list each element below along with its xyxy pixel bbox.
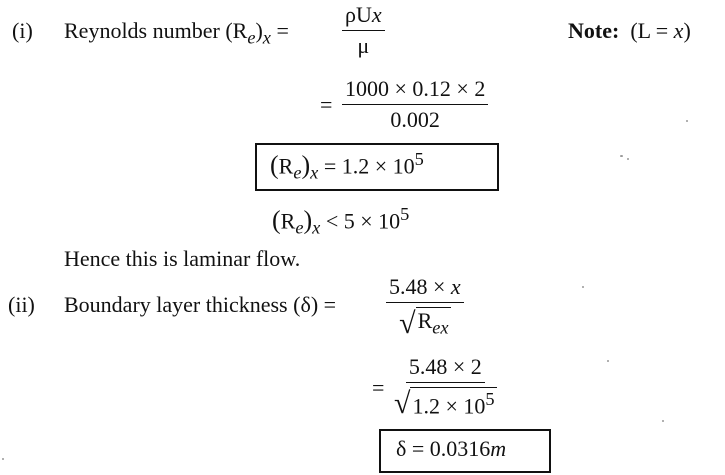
- boundary-layer-substitution-fraction: [394, 354, 497, 421]
- boundary-layer-label-text: Boundary layer thickness: [64, 292, 288, 317]
- reynolds-substitution-denominator: 0.002: [390, 107, 440, 132]
- boundary-layer-formula-fraction: [386, 274, 464, 340]
- reynolds-comparison-value: < 5 × 10: [325, 208, 401, 234]
- boundary-layer-formula-numerator: 5.48 × x: [386, 276, 464, 303]
- conclusion-text: Hence this is laminar flow.: [64, 246, 301, 271]
- scan-speck: [686, 120, 688, 122]
- equals-sign: =: [320, 92, 333, 117]
- scan-speck: [627, 158, 629, 160]
- boundary-layer-label: Boundary layer thickness (δ) =: [64, 292, 337, 317]
- scan-speck: [620, 155, 623, 157]
- equals-sign-ii: =: [372, 375, 385, 400]
- boundary-layer-substitution-numerator: 5.48 × 2: [406, 356, 485, 383]
- scan-speck: [662, 420, 664, 422]
- reynolds-substitution-fraction: [342, 78, 488, 131]
- boundary-layer-result: δ = 0.0316m: [396, 436, 507, 461]
- reynolds-substitution-numerator: 1000 × 0.12 × 2: [342, 78, 488, 105]
- scan-speck: [582, 286, 584, 288]
- part-i-marker: (i): [12, 18, 33, 43]
- scan-speck: [607, 360, 609, 362]
- part-ii-marker: (ii): [8, 292, 35, 317]
- note-text: (L = x): [630, 18, 691, 43]
- boundary-layer-formula-denominator: √ $R_{ex}$: [399, 307, 449, 340]
- scan-speck: [2, 458, 4, 460]
- reynolds-formula-fraction: [342, 4, 385, 57]
- reynolds-label: Reynolds number $(R_e)_x$ =: [64, 18, 289, 48]
- reynolds-comparison: $(R_e)_x < 5 \times 10^5$: [272, 204, 410, 238]
- reynolds-result-value: = 1.2 × 10: [323, 153, 415, 179]
- reynolds-label-text: Reynolds number: [64, 18, 220, 43]
- note-block: [568, 20, 691, 42]
- reynolds-formula-numerator: ρUx: [342, 4, 385, 31]
- reynolds-result: $(R_e)_x = 1.2 \times 10^5$: [270, 149, 424, 183]
- boundary-layer-substitution-denominator: √ $1.2 \times 10^5$: [394, 387, 495, 421]
- note-label: Note:: [568, 18, 620, 43]
- reynolds-formula-denominator: μ: [357, 33, 370, 58]
